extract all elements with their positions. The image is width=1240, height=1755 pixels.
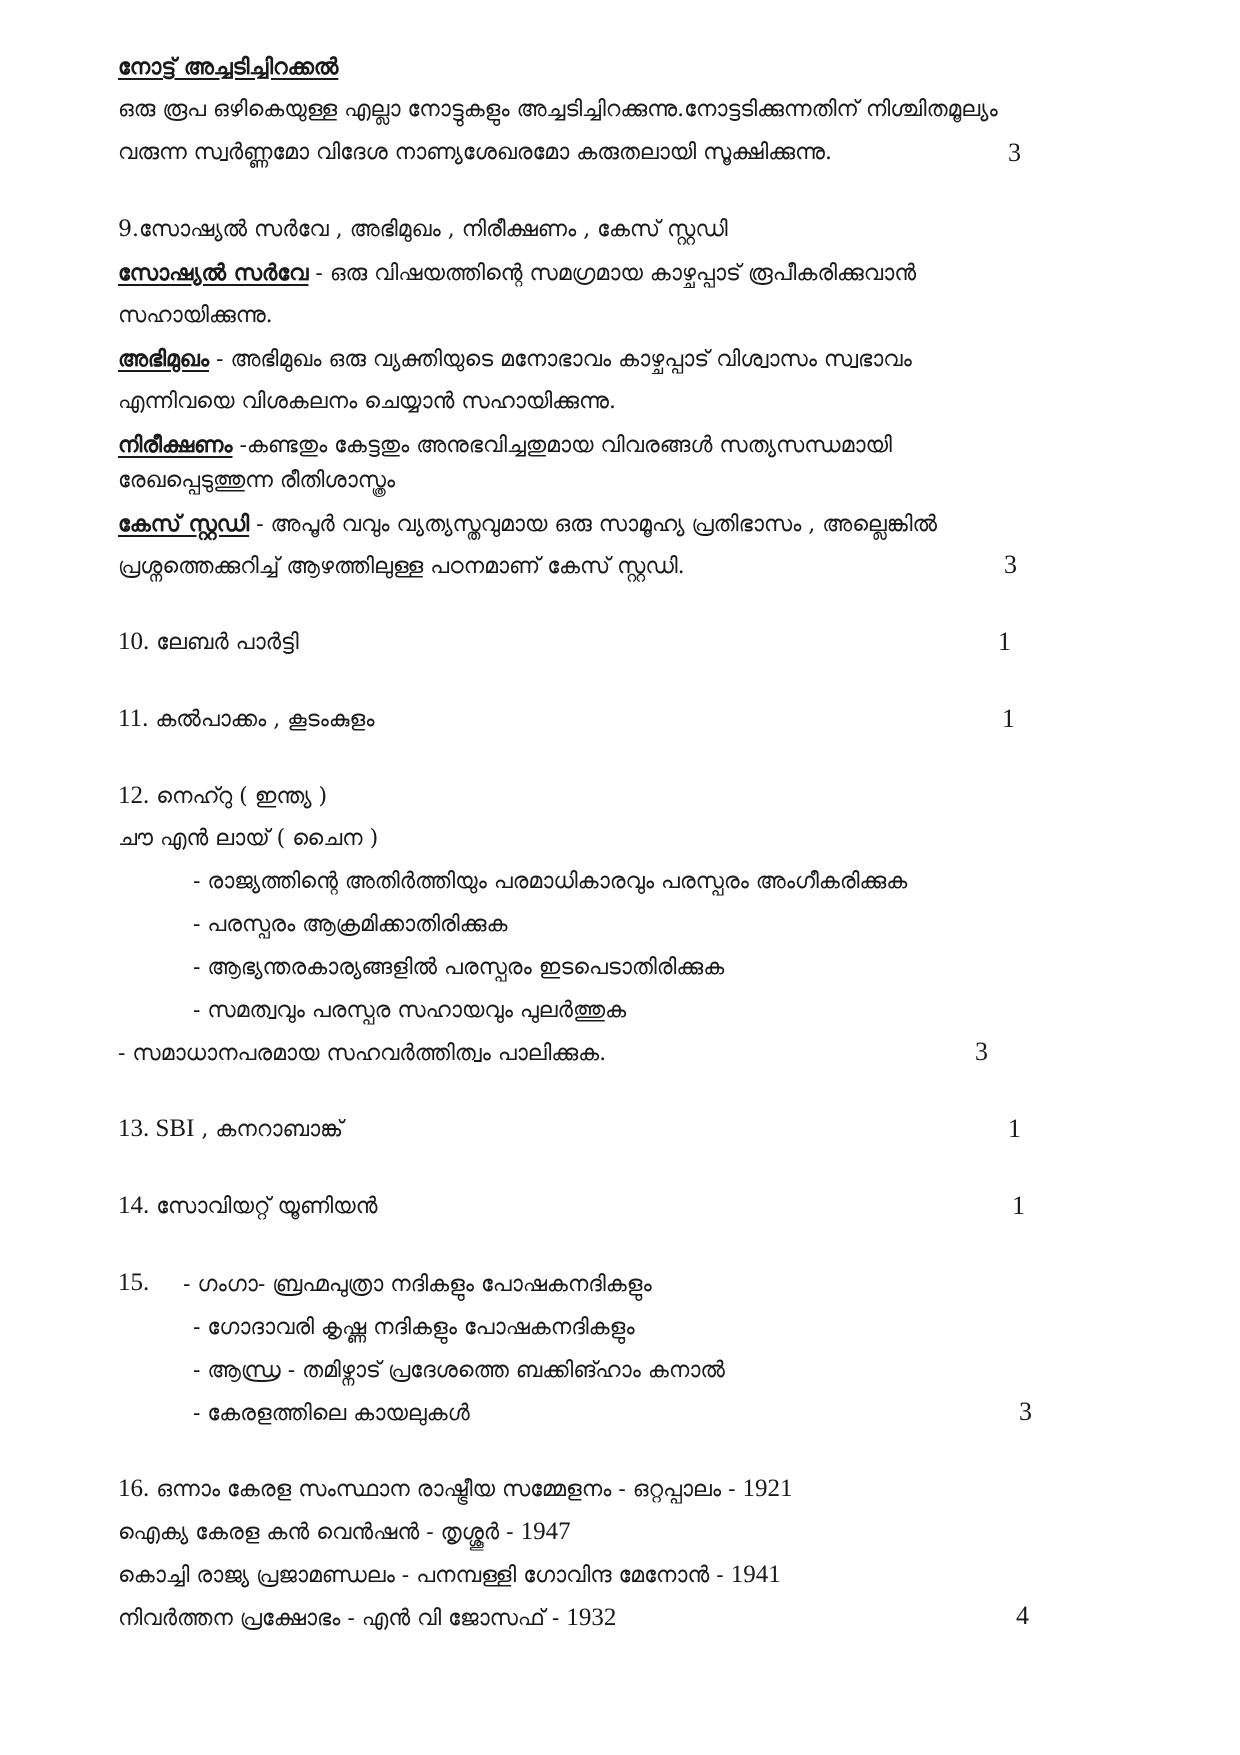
- answer-text: നെഹ്റു ( ഇന്ത്യ ): [149, 784, 328, 809]
- definition: - അപൂർ വവും വ്യത്യസ്തവുമായ ഒരു സാമൂഹ്യ പ്രതിഭാസം , അല്ലെങ്കിൽ: [249, 512, 937, 537]
- question-15-number: [118, 1268, 149, 1299]
- answer-line: [118, 430, 892, 461]
- question-number: 12.: [118, 782, 150, 809]
- question-13: [118, 1114, 343, 1145]
- mark: 3: [1019, 1397, 1032, 1426]
- question-10: [118, 627, 299, 658]
- answer-text: കൊച്ചി രാജ്യ പ്രജാമണ്ഡലം - പനമ്പള്ളി ഗോവിന്ദ മേനോൻ -: [118, 1563, 731, 1588]
- answer-line: [118, 1517, 571, 1548]
- answer-line: ഒരു രൂപ ഒഴികെയുള്ള എല്ലാ നോട്ടുകളും അച്ചടിച്ചിറക്കുന്നു.നോട്ടടിക്കുന്നതിന് നിശ്ചിതമൂല്യം: [118, 97, 998, 122]
- list-item: - രാജ്യത്തിന്റെ അതിർത്തിയും പരമാധികാരവും പരസ്പരം അംഗീകരിക്കുക: [193, 869, 908, 894]
- question-14: [118, 1191, 377, 1222]
- answer-line: [118, 258, 916, 289]
- definition: -കണ്ടതും കേട്ടതും അനുഭവിച്ചതുമായ വിവരങ്ങൾ സത്യസന്ധമായി: [232, 433, 892, 458]
- mark: 3: [1008, 138, 1021, 167]
- answer-text: , കനറാബാങ്ക്: [194, 1117, 344, 1142]
- answer-text: ലേബർ പാർട്ടി: [149, 630, 299, 655]
- mark: 3: [975, 1037, 988, 1066]
- answer-line: വരുന്ന സ്വർണ്ണമോ വിദേശ നാണ്യശേഖരമോ കരുതലായി സൂക്ഷിക്കുന്നു.: [118, 140, 833, 165]
- term-social-survey: സോഷ്യൽ സർവേ: [118, 260, 309, 286]
- mark: 1: [998, 627, 1011, 656]
- mark: 4: [1016, 1601, 1029, 1630]
- answer-line: ചൗ എൻ ലായ് ( ചൈന ): [118, 826, 379, 851]
- question-11: [118, 704, 374, 735]
- definition: - ഒരു വിഷയത്തിന്റെ സമഗ്രമായ കാഴ്ചപ്പാട് രൂപീകരിക്കുവാൻ: [308, 261, 917, 286]
- answer-line: പ്രശ്നത്തെക്കുറിച്ച് ആഴത്തിലുള്ള പഠനമാണ് കേസ് സ്റ്റഡി.: [118, 554, 685, 579]
- answer-line: [118, 1560, 781, 1591]
- question-number: 11.: [118, 705, 149, 732]
- answer-text: നിവർത്തന പ്രക്ഷോഭം - എൻ വി ജോസഫ് -: [118, 1606, 567, 1631]
- question-number: 16.: [118, 1475, 150, 1502]
- list-item: - കേരളത്തിലെ കായലുകൾ: [193, 1401, 470, 1426]
- question-number: 14.: [118, 1192, 150, 1219]
- list-item: - സമാധാനപരമായ സഹവർത്തിത്വം പാലിക്കുക.: [118, 1041, 607, 1066]
- year: 1932: [566, 1604, 617, 1631]
- question-number: 15.: [118, 1269, 150, 1296]
- answer-line: [118, 344, 912, 375]
- section-heading: [118, 52, 338, 83]
- year: 1947: [520, 1518, 571, 1545]
- question-16: [118, 1474, 793, 1505]
- year: 1941: [730, 1561, 781, 1588]
- definition: - അഭിമുഖം ഒരു വ്യക്തിയുടെ മനോഭാവം കാഴ്ചപ്പാട് വിശ്വാസം സ്വഭാവം: [209, 347, 912, 372]
- mark: 1: [1008, 1114, 1021, 1143]
- question-9-title: 9.സോഷ്യൽ സർവേ , അഭിമുഖം , നിരീക്ഷണം , കേസ് സ്റ്റഡി: [118, 217, 728, 242]
- answer-text: ഒന്നാം കേരള സംസ്ഥാന രാഷ്ട്രീയ സമ്മേളനം - ഒറ്റപ്പാലം -: [149, 1477, 743, 1502]
- list-item: - ആന്ധ്ര - തമിഴ്നാട് പ്രദേശത്തെ ബക്കിങ്ഹാം കനാൽ: [193, 1358, 725, 1383]
- list-item: - ഗോദാവരി കൃഷ്ണ നദികളും പോഷകനദികളും: [193, 1315, 635, 1340]
- heading-note-printing: നോട്ട് അച്ചടിച്ചിറക്കൽ: [118, 54, 339, 80]
- list-item: - പരസ്പരം ആക്രമിക്കാതിരിക്കുക: [193, 912, 508, 937]
- list-item: - ആഭ്യന്തരകാര്യങ്ങളിൽ പരസ്പരം ഇടപെടാതിരിക്കുക: [193, 955, 725, 980]
- term-observation: നിരീക്ഷണം: [118, 432, 233, 458]
- answer-text: ഐക്യ കേരള കൻ വെൻഷൻ - തൃശ്ശൂർ -: [118, 1520, 521, 1545]
- term-case-study: കേസ് സ്റ്റഡി: [118, 511, 250, 537]
- answer-line: [118, 1603, 616, 1634]
- answer-line: [118, 509, 937, 540]
- answer-line: സഹായിക്കുന്നു.: [118, 303, 273, 328]
- mark: 1: [1012, 1191, 1025, 1220]
- year: 1921: [742, 1475, 793, 1502]
- answer-text: സോവിയറ്റ് യൂണിയൻ: [149, 1194, 378, 1219]
- answer-line: എന്നിവയെ വിശകലനം ചെയ്യാൻ സഹായിക്കുന്നു.: [118, 389, 617, 414]
- term-interview: അഭിമുഖം: [118, 346, 210, 372]
- question-number: 10.: [118, 628, 150, 655]
- list-item: - ഗംഗാ- ബ്രഹ്മപുത്രാ നദികളും പോഷകനദികളും: [183, 1272, 652, 1297]
- question-12: [118, 781, 327, 812]
- mark: 1: [1002, 704, 1015, 733]
- question-number: 13. SBI: [118, 1115, 195, 1142]
- list-item: - സമത്വവും പരസ്പര സഹായവും പുലർത്തുക: [193, 998, 627, 1023]
- mark: 3: [1004, 550, 1017, 579]
- answer-text: കൽപാക്കം , കൂടംകുളം: [148, 707, 375, 732]
- answer-line: രേഖപ്പെടുത്തുന്ന രീതിശാസ്ത്രം: [118, 468, 396, 493]
